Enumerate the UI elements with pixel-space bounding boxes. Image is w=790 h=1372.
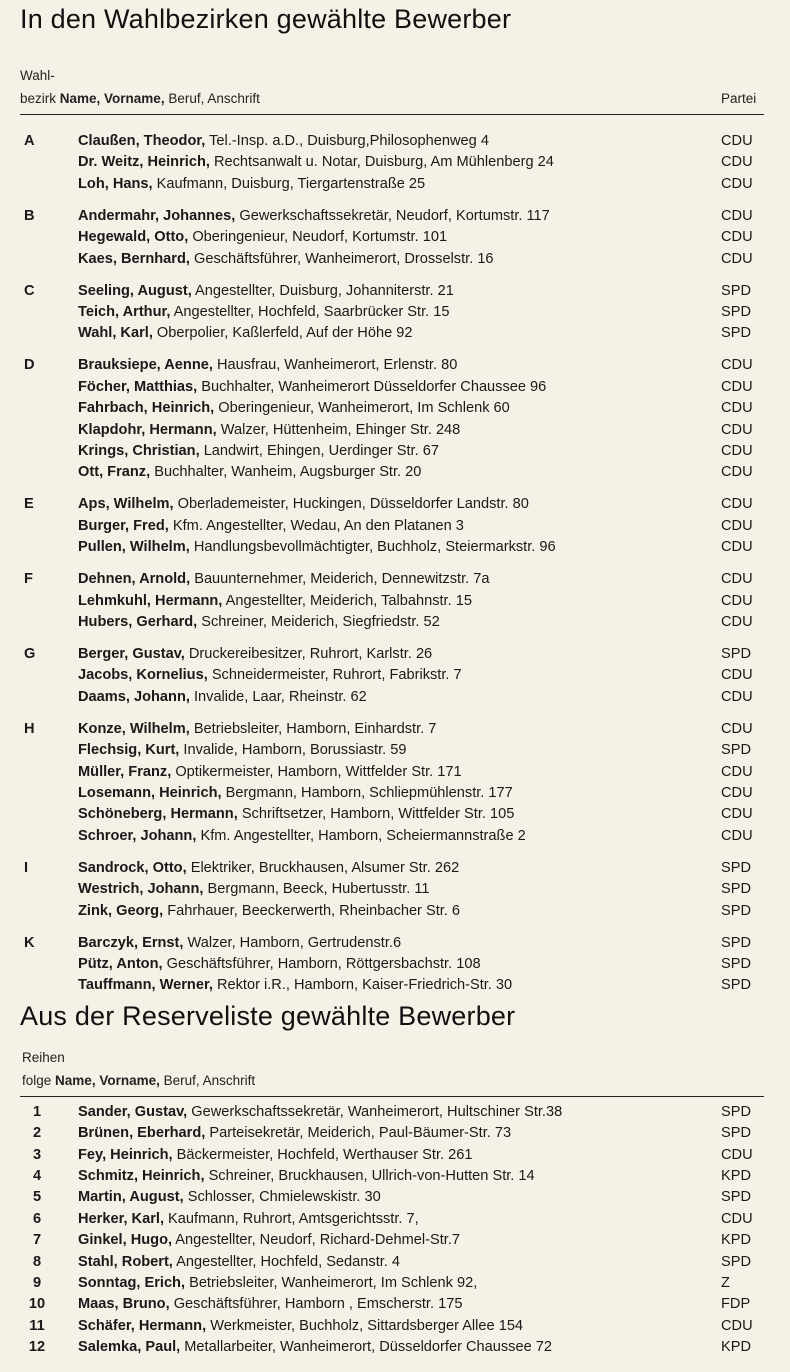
party-label: SPD: [721, 1253, 752, 1270]
candidate-details: Kaufmann, Duisburg, Tiergartenstraße 25: [152, 175, 426, 192]
candidate-name: Sonntag, Erich,: [78, 1274, 186, 1291]
candidate-name: Schöneberg, Hermann,: [78, 806, 238, 823]
party-label: FDP: [721, 1296, 751, 1313]
table-row: [0, 154, 790, 175]
candidate-entry: [78, 283, 454, 299]
candidate-name: Loh, Hans,: [78, 175, 153, 192]
candidate-name: Losemann, Heinrich,: [78, 785, 222, 801]
party-label: CDU: [721, 154, 753, 171]
candidate-details: Angestellter, Neudorf, Richard-Dehmel-Str.7: [172, 1232, 461, 1249]
section1-col-key-line1: Wahl-: [20, 68, 55, 83]
candidate-details: Angestellter, Hochfeld, Saarbrücker Str. 15: [170, 304, 450, 320]
candidate-details: Bergmann, Hamborn, Schliepmühlenstr. 177: [221, 785, 513, 801]
table-row: [0, 881, 790, 902]
table-row: [0, 518, 790, 539]
table-row: [0, 956, 790, 977]
candidate-details: Schriftsetzer, Hamborn, Wittfelder Str. 105: [237, 806, 515, 823]
table-row: [0, 1254, 790, 1275]
table-row: [0, 283, 790, 304]
candidate-entry: [78, 935, 401, 951]
candidate-name: Burger, Fred,: [78, 517, 169, 534]
candidate-name: Fey, Heinrich,: [78, 1146, 173, 1163]
candidate-details: Walzer, Hüttenheim, Ehinger Str. 248: [216, 421, 461, 438]
list-position: 11: [29, 1317, 45, 1334]
table-row: [0, 229, 790, 250]
party-label: CDU: [721, 667, 753, 684]
section2-col-key-line2: folge: [22, 1073, 52, 1088]
table-row: [0, 422, 790, 443]
candidate-entry: [78, 903, 460, 919]
candidate-entry: [78, 1104, 562, 1120]
candidate-details: Metallarbeiter, Wanheimerort, Düsseldorfer Chaussee 72: [180, 1338, 552, 1355]
party-label: SPD: [721, 881, 752, 898]
party-label: SPD: [721, 902, 752, 919]
district-letter: G: [24, 646, 36, 662]
candidate-details: Angestellter, Duisburg, Johanniterstr. 21: [191, 282, 454, 299]
party-label: CDU: [721, 1210, 753, 1227]
candidate-name: Kaes, Bernhard,: [78, 250, 190, 267]
candidate-name: Ott, Franz,: [78, 464, 151, 481]
table-row: [0, 646, 790, 667]
candidate-entry: [78, 956, 481, 972]
candidate-name: Maas, Bruno,: [78, 1296, 170, 1313]
candidate-details: Angestellter, Hochfeld, Sedanstr. 4: [172, 1253, 401, 1270]
candidate-entry: [78, 614, 440, 630]
party-label: KPD: [721, 1338, 752, 1355]
candidate-name: Jacobs, Kornelius,: [78, 667, 208, 684]
table-row: [0, 721, 790, 742]
candidate-name: Konze, Wilhelm,: [78, 720, 190, 737]
table-row: [0, 593, 790, 614]
candidate-entry: [78, 742, 406, 758]
table-row: [0, 1339, 790, 1360]
party-label: KPD: [721, 1232, 752, 1249]
candidate-name: Hegewald, Otto,: [78, 229, 189, 246]
candidate-entry: [78, 496, 529, 512]
party-label: SPD: [721, 859, 752, 876]
table-row: [0, 977, 790, 998]
candidate-details: Oberlademeister, Huckingen, Düsseldorfer Landstr. 80: [173, 496, 529, 513]
party-label: CDU: [721, 1317, 753, 1334]
candidate-details: Bergmann, Beeck, Hubertusstr. 11: [203, 881, 430, 898]
table-row: [0, 1211, 790, 1232]
candidate-name: Schroer, Johann,: [78, 827, 197, 844]
candidate-entry: [78, 785, 513, 801]
candidate-entry: [78, 1254, 400, 1270]
candidate-details: Optikermeister, Hamborn, Wittfelder Str. 171: [171, 763, 462, 780]
table-row: [0, 1318, 790, 1339]
party-label: SPD: [721, 934, 752, 951]
table-row: [0, 208, 790, 229]
candidate-name: Salemka, Paul,: [78, 1338, 181, 1355]
table-row: [0, 443, 790, 464]
candidate-name: Daams, Johann,: [78, 688, 190, 705]
party-label: CDU: [721, 827, 753, 844]
candidate-entry: [78, 422, 460, 438]
candidate-entry: [78, 593, 472, 609]
candidate-details: Oberpolier, Kaßlerfeld, Auf der Höhe 92: [152, 325, 413, 342]
candidate-name: Stahl, Robert,: [78, 1253, 173, 1270]
candidate-name: Schmitz, Heinrich,: [78, 1168, 205, 1184]
candidate-name: Martin, August,: [78, 1189, 184, 1206]
table-row: [0, 400, 790, 421]
table-row: [0, 379, 790, 400]
list-position: 7: [32, 1232, 42, 1249]
candidate-details: Schlosser, Chmielewskistr. 30: [183, 1189, 381, 1206]
candidate-name: Krings, Christian,: [78, 443, 200, 459]
candidate-name: Claußen, Theodor,: [78, 133, 206, 149]
candidate-entry: [78, 1211, 419, 1227]
party-label: KPD: [721, 1168, 752, 1184]
party-label: SPD: [721, 977, 752, 994]
candidate-details: Geschäftsführer, Wanheimerort, Drosselstr. 16: [189, 250, 494, 267]
list-position: 12: [28, 1338, 46, 1355]
candidate-name: Müller, Franz,: [78, 763, 172, 780]
candidate-name: Dehnen, Arnold,: [78, 571, 191, 588]
table-row: [0, 667, 790, 688]
candidate-entry: [78, 176, 425, 192]
party-label: CDU: [721, 133, 753, 149]
table-row: [0, 304, 790, 325]
section2-col-rest: Beruf, Anschrift: [159, 1073, 256, 1088]
party-label: CDU: [721, 763, 753, 780]
section2-col-key-line1: Reihen: [22, 1050, 65, 1065]
table-row: [0, 764, 790, 785]
candidate-details: Landwirt, Ehingen, Uerdinger Str. 67: [199, 443, 439, 459]
table-row: [0, 1125, 790, 1146]
party-label: SPD: [721, 1125, 752, 1142]
table-row: [0, 903, 790, 924]
table-row: [0, 357, 790, 378]
party-label: CDU: [721, 378, 753, 395]
candidate-name: Westrich, Johann,: [78, 881, 204, 898]
district-letter: A: [24, 133, 35, 149]
party-label: CDU: [721, 357, 753, 374]
candidate-entry: [78, 154, 554, 170]
candidate-entry: [78, 806, 514, 822]
party-label: CDU: [721, 614, 753, 630]
party-label: CDU: [721, 207, 753, 224]
candidate-entry: [78, 251, 494, 267]
candidate-name: Pütz, Anton,: [78, 956, 163, 972]
party-label: CDU: [721, 720, 753, 737]
table-row: [0, 806, 790, 827]
party-label: CDU: [721, 496, 753, 513]
district-letter: F: [24, 571, 33, 588]
candidate-details: Bäckermeister, Hochfeld, Werthauser Str. 261: [172, 1146, 473, 1163]
candidate-entry: [78, 646, 432, 662]
section1-col-party: Partei: [721, 91, 757, 106]
table-row: [0, 1168, 790, 1189]
section2-title: Aus der Reserveliste gewählte Bewerber: [20, 1001, 516, 1031]
list-position: 1: [32, 1104, 42, 1120]
candidate-entry: [78, 357, 457, 373]
table-row: [0, 464, 790, 485]
candidate-name: Andermahr, Johannes,: [78, 207, 236, 224]
candidate-details: Werkmeister, Buchholz, Sittardsberger Allee 154: [206, 1317, 524, 1334]
list-position: 4: [32, 1168, 42, 1184]
section1-header-rule: [20, 114, 764, 115]
party-label: SPD: [721, 646, 752, 662]
candidate-name: Berger, Gustav,: [78, 646, 185, 662]
section1-col-name: Name, Vorname,: [59, 91, 165, 106]
candidate-details: Kfm. Angestellter, Hamborn, Scheiermannstraße 2: [196, 827, 526, 844]
party-label: CDU: [721, 400, 753, 417]
candidate-entry: [78, 379, 546, 395]
candidate-name: Schäfer, Hermann,: [78, 1317, 207, 1334]
candidate-name: Tauffmann, Werner,: [78, 977, 213, 994]
list-position: 5: [32, 1189, 42, 1206]
party-label: CDU: [721, 592, 753, 609]
candidate-entry: [78, 689, 367, 705]
candidate-details: Tel.-Insp. a.D., Duisburg,Philosophenweg 4: [205, 133, 489, 149]
district-letter: E: [24, 496, 34, 513]
candidate-details: Oberingenieur, Wanheimerort, Im Schlenk 60: [214, 400, 510, 417]
candidate-entry: [78, 1147, 472, 1163]
candidate-details: Parteisekretär, Meiderich, Paul-Bäumer-Str. 73: [205, 1125, 512, 1142]
candidate-details: Rektor i.R., Hamborn, Kaiser-Friedrich-Str. 30: [212, 977, 513, 994]
candidate-name: Sander, Gustav,: [78, 1104, 188, 1120]
candidate-entry: [78, 1275, 477, 1291]
section2-col-header: [22, 1073, 255, 1088]
table-row: [0, 1189, 790, 1210]
party-label: SPD: [721, 956, 752, 972]
table-row: [0, 1275, 790, 1296]
table-row: [0, 571, 790, 592]
candidate-entry: [78, 539, 556, 555]
candidate-details: Betriebsleiter, Hamborn, Einhardstr. 7: [189, 720, 437, 737]
party-label: SPD: [721, 304, 752, 320]
table-row: [0, 1296, 790, 1317]
party-label: SPD: [721, 1104, 752, 1120]
section1-title: In den Wahlbezirken gewählte Bewerber: [20, 4, 512, 34]
party-label: CDU: [721, 464, 753, 481]
district-letter: B: [24, 207, 35, 224]
district-letter: H: [24, 720, 35, 737]
list-position: 2: [32, 1125, 42, 1142]
candidate-entry: [78, 1168, 535, 1184]
section1-col-rest: Beruf, Anschrift: [164, 91, 260, 106]
party-label: CDU: [721, 229, 753, 246]
list-position: 3: [32, 1146, 42, 1163]
candidate-name: Föcher, Matthias,: [78, 378, 198, 395]
candidate-entry: [78, 443, 439, 459]
list-position: 9: [32, 1274, 42, 1291]
party-label: CDU: [721, 443, 753, 459]
candidate-entry: [78, 133, 489, 149]
candidate-name: Brünen, Eberhard,: [78, 1125, 206, 1142]
section1-col-header: [20, 91, 260, 106]
table-row: [0, 860, 790, 881]
candidate-entry: [78, 1189, 381, 1205]
candidate-name: Wahl, Karl,: [78, 325, 153, 342]
party-label: CDU: [721, 250, 753, 267]
candidate-name: Aps, Wilhelm,: [78, 496, 174, 513]
party-label: CDU: [721, 1146, 753, 1163]
table-row: [0, 742, 790, 763]
candidate-name: Pullen, Wilhelm,: [78, 539, 190, 556]
candidate-entry: [78, 1296, 462, 1312]
candidate-details: Angestellter, Meiderich, Talbahnstr. 15: [222, 592, 472, 609]
table-row: [0, 1104, 790, 1125]
district-letter: K: [24, 934, 35, 951]
candidate-entry: [78, 304, 450, 320]
candidate-entry: [78, 721, 436, 737]
candidate-entry: [78, 881, 429, 897]
candidate-details: Druckereibesitzer, Ruhrort, Karlstr. 26: [184, 646, 433, 662]
candidate-details: Geschäftsführer, Hamborn, Röttgersbachstr. 108: [162, 956, 481, 972]
candidate-entry: [78, 208, 550, 224]
candidate-name: Klapdohr, Hermann,: [78, 421, 217, 438]
candidate-name: Zink, Georg,: [78, 902, 164, 919]
candidate-entry: [78, 1318, 523, 1334]
candidate-details: Rechtsanwalt u. Notar, Duisburg, Am Mühlenberg 24: [209, 154, 554, 171]
candidate-details: Buchhalter, Wanheim, Augsburger Str. 20: [150, 464, 422, 481]
candidate-details: Schneidermeister, Ruhrort, Fabrikstr. 7: [207, 667, 462, 684]
candidate-name: Fahrbach, Heinrich,: [78, 400, 215, 417]
party-label: CDU: [721, 539, 753, 556]
candidate-entry: [78, 667, 462, 683]
candidate-details: Kfm. Angestellter, Wedau, An den Platanen 3: [168, 517, 464, 534]
party-label: CDU: [721, 785, 753, 801]
table-row: [0, 251, 790, 272]
party-label: CDU: [721, 175, 753, 192]
party-label: CDU: [721, 806, 753, 823]
candidate-name: Ginkel, Hugo,: [78, 1232, 173, 1249]
table-row: [0, 325, 790, 346]
candidate-details: Invalide, Laar, Rheinstr. 62: [189, 688, 367, 705]
candidate-entry: [78, 464, 421, 480]
candidate-entry: [78, 518, 464, 534]
party-label: CDU: [721, 421, 753, 438]
district-letter: D: [24, 357, 35, 374]
party-label: CDU: [721, 517, 753, 534]
candidate-details: Buchhalter, Wanheimerort Düsseldorfer Chaussee 96: [197, 378, 547, 395]
candidate-details: Oberingenieur, Neudorf, Kortumstr. 101: [188, 229, 448, 246]
table-row: [0, 785, 790, 806]
list-position: 8: [32, 1253, 42, 1270]
table-row: [0, 496, 790, 517]
table-row: [0, 176, 790, 197]
party-label: SPD: [721, 282, 752, 299]
candidate-details: Gewerkschaftssekretär, Wanheimerort, Hultschiner Str.38: [187, 1104, 563, 1120]
candidate-name: Sandrock, Otto,: [78, 859, 187, 876]
candidate-entry: [78, 764, 462, 780]
candidate-entry: [78, 229, 447, 245]
party-label: SPD: [721, 325, 752, 342]
section2-col-name: Name, Vorname,: [55, 1073, 160, 1088]
candidate-details: Kaufmann, Ruhrort, Amtsgerichtsstr. 7,: [164, 1210, 419, 1227]
district-letter: C: [24, 282, 35, 299]
party-label: CDU: [721, 688, 753, 705]
section1-col-key-line2: bezirk: [20, 91, 57, 106]
candidate-details: Walzer, Hamborn, Gertrudenstr.6: [183, 934, 402, 951]
table-row: [0, 935, 790, 956]
party-label: CDU: [721, 571, 753, 588]
table-row: [0, 133, 790, 154]
candidate-details: Schreiner, Bruckhausen, Ullrich-von-Hutten Str. 14: [204, 1168, 535, 1184]
candidate-entry: [78, 571, 489, 587]
table-row: [0, 614, 790, 635]
party-label: Z: [721, 1274, 730, 1291]
party-label: SPD: [721, 742, 752, 759]
list-position: 10: [28, 1296, 46, 1313]
candidate-details: Elektriker, Bruckhausen, Alsumer Str. 262: [186, 859, 460, 876]
table-row: [0, 1232, 790, 1253]
candidate-details: Bauunternehmer, Meiderich, Dennewitzstr. 7a: [190, 571, 490, 588]
candidate-name: Barczyk, Ernst,: [78, 934, 184, 951]
candidate-details: Handlungsbevollmächtigter, Buchholz, Steiermarkstr. 96: [189, 539, 556, 556]
district-letter: I: [24, 859, 29, 876]
candidate-details: Invalide, Hamborn, Borussiastr. 59: [179, 742, 407, 759]
candidate-name: Dr. Weitz, Heinrich,: [78, 154, 210, 171]
candidate-name: Teich, Arthur,: [78, 304, 171, 320]
candidate-entry: [78, 860, 459, 876]
candidate-name: Lehmkuhl, Hermann,: [78, 592, 223, 609]
candidate-name: Hubers, Gerhard,: [78, 614, 198, 630]
candidate-details: Fahrhauer, Beeckerwerth, Rheinbacher Str. 6: [163, 902, 461, 919]
party-label: SPD: [721, 1189, 752, 1206]
candidate-entry: [78, 325, 412, 341]
candidate-details: Geschäftsführer, Hamborn , Emscherstr. 175: [169, 1296, 463, 1313]
candidate-name: Seeling, August,: [78, 282, 192, 299]
table-row: [0, 828, 790, 849]
candidate-details: Hausfrau, Wanheimerort, Erlenstr. 80: [212, 357, 458, 374]
candidate-details: Gewerkschaftssekretär, Neudorf, Kortumstr. 117: [235, 207, 550, 224]
candidate-name: Herker, Karl,: [78, 1210, 164, 1227]
section2-header-rule: [20, 1096, 764, 1097]
candidate-details: Betriebsleiter, Wanheimerort, Im Schlenk 92,: [185, 1274, 478, 1291]
table-row: [0, 539, 790, 560]
candidate-details: Schreiner, Meiderich, Siegfriedstr. 52: [197, 614, 440, 630]
candidate-entry: [78, 1339, 552, 1355]
candidate-entry: [78, 1232, 460, 1248]
candidate-entry: [78, 400, 510, 416]
list-position: 6: [32, 1210, 42, 1227]
candidate-entry: [78, 828, 526, 844]
candidate-entry: [78, 1125, 511, 1141]
table-row: [0, 1147, 790, 1168]
table-row: [0, 689, 790, 710]
candidate-entry: [78, 977, 512, 993]
candidate-name: Brauksiepe, Aenne,: [78, 357, 213, 374]
candidate-name: Flechsig, Kurt,: [78, 742, 180, 759]
